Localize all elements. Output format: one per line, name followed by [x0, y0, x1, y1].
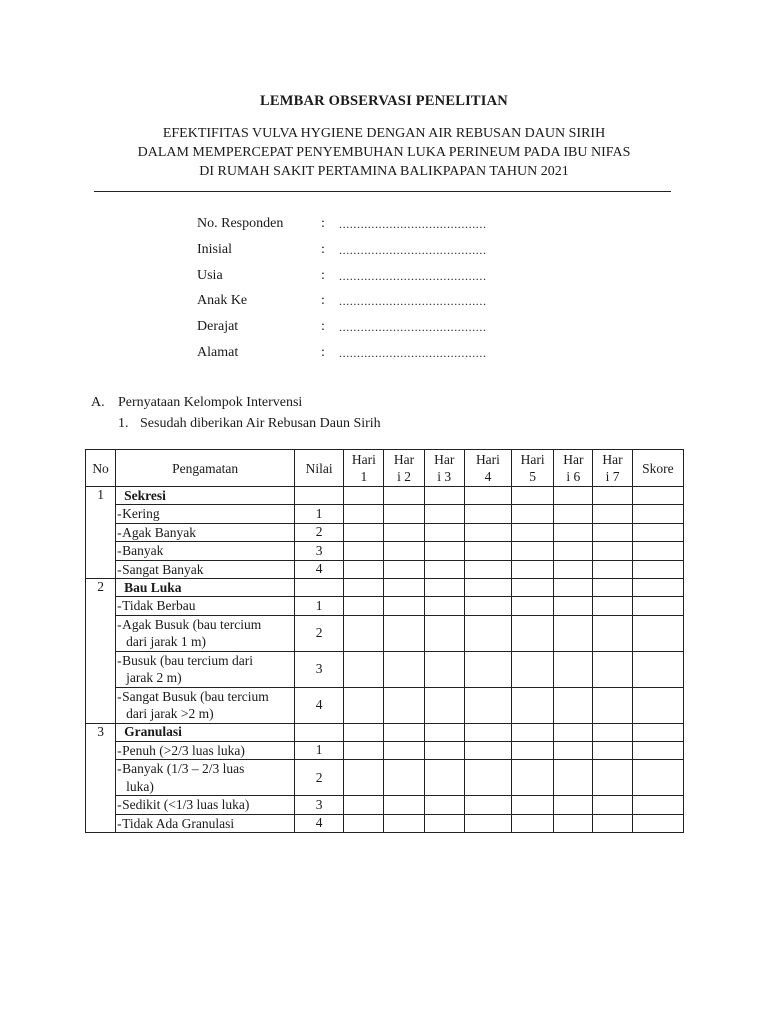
score-cell[interactable] [512, 741, 554, 760]
score-cell[interactable] [424, 597, 464, 616]
score-cell[interactable] [512, 505, 554, 524]
info-colon: : [321, 241, 325, 257]
score-cell[interactable] [512, 597, 554, 616]
item-text: jarak 2 m) [126, 670, 182, 685]
table-row [86, 615, 684, 651]
header-no: No [86, 450, 116, 487]
respondent-info [197, 214, 577, 369]
nilai-value: 2 [295, 760, 344, 796]
header-day-text: i 7 [605, 469, 620, 484]
score-cell[interactable] [344, 760, 384, 796]
table-row [86, 796, 684, 815]
score-cell[interactable] [554, 487, 593, 505]
score-cell[interactable] [554, 814, 593, 833]
observation-item [116, 741, 295, 760]
score-cell[interactable] [384, 615, 424, 651]
score-cell[interactable] [593, 579, 632, 597]
subtitle-line: DALAM MEMPERCEPAT PENYEMBUHAN LUKA PERINEUM PADA IBU NIFAS [137, 145, 631, 160]
header-day-6 [554, 450, 593, 487]
info-label: Alamat [197, 344, 239, 360]
observation-item [116, 597, 295, 616]
score-cell[interactable] [344, 651, 384, 687]
item-text: Tidak Berbau [122, 598, 196, 613]
item-text: Sangat Busuk (bau tercium [122, 688, 269, 704]
info-label: Anak Ke [197, 293, 248, 309]
subsection-heading [118, 416, 381, 432]
observation-item [116, 505, 295, 524]
nilai-value: 2 [295, 523, 344, 542]
score-cell[interactable] [554, 651, 593, 687]
info-fill-in-line[interactable]: ......................................... [339, 242, 487, 257]
score-cell[interactable] [593, 723, 632, 741]
row-number: 3 [86, 723, 116, 833]
score-cell[interactable] [512, 723, 554, 741]
item-dash: - [117, 506, 122, 521]
score-cell[interactable] [632, 487, 683, 505]
nilai-cell [295, 487, 344, 505]
item-dash: - [117, 543, 122, 558]
score-cell[interactable] [344, 814, 384, 833]
score-cell[interactable] [464, 615, 511, 651]
score-cell[interactable] [424, 687, 464, 723]
header-day-text: i 2 [397, 469, 411, 484]
score-cell[interactable] [464, 760, 511, 796]
score-cell[interactable] [344, 687, 384, 723]
item-dash: - [117, 561, 122, 577]
item-text: Banyak [122, 543, 164, 558]
nilai-value: 1 [295, 505, 344, 524]
score-cell[interactable] [344, 487, 384, 505]
score-cell[interactable] [554, 523, 593, 542]
score-cell[interactable] [554, 542, 593, 561]
score-cell[interactable] [384, 597, 424, 616]
score-cell[interactable] [632, 505, 683, 524]
info-colon: : [321, 267, 325, 283]
table-row [86, 651, 684, 687]
score-cell[interactable] [512, 760, 554, 796]
score-cell[interactable] [554, 741, 593, 760]
score-cell[interactable] [344, 723, 384, 741]
header-day-text: Hari [475, 452, 500, 467]
nilai-value: 3 [295, 651, 344, 687]
header-day-2 [384, 450, 424, 487]
score-cell[interactable] [554, 505, 593, 524]
observation-item [116, 760, 295, 796]
item-dash: - [117, 815, 122, 831]
score-cell[interactable] [593, 651, 632, 687]
score-cell[interactable] [344, 615, 384, 651]
score-cell[interactable] [424, 560, 464, 579]
nilai-value: 1 [295, 741, 344, 760]
score-cell[interactable] [554, 760, 593, 796]
score-cell[interactable] [464, 597, 511, 616]
header-day-5 [512, 450, 554, 487]
score-cell[interactable] [554, 723, 593, 741]
score-cell[interactable] [344, 560, 384, 579]
row-number: 1 [86, 487, 116, 579]
section-a-heading [91, 395, 302, 411]
item-dash: - [117, 761, 122, 776]
info-label: No. Responden [197, 216, 284, 231]
item-text: Banyak (1/3 – 2/3 luas [122, 761, 245, 776]
item-dash: - [117, 652, 122, 668]
score-cell[interactable] [424, 741, 464, 760]
score-cell[interactable] [344, 796, 384, 815]
info-fill-in-line[interactable]: ......................................... [339, 268, 487, 283]
category-label: Sekresi [116, 487, 295, 505]
subsection-number: 1. [118, 416, 129, 431]
item-text: Sedikit (<1/3 luas luka) [122, 797, 250, 812]
header-divider [94, 191, 671, 192]
score-cell[interactable] [464, 487, 511, 505]
score-cell[interactable] [464, 687, 511, 723]
score-cell[interactable] [593, 487, 632, 505]
section-title: Pernyataan Kelompok Intervensi [118, 395, 303, 410]
score-cell[interactable] [464, 579, 511, 597]
score-cell[interactable] [593, 505, 632, 524]
score-cell[interactable] [464, 523, 511, 542]
score-cell[interactable] [512, 796, 554, 815]
info-row [197, 343, 577, 369]
nilai-cell [295, 723, 344, 741]
header-nilai: Nilai [295, 450, 344, 487]
nilai-value: 1 [295, 597, 344, 616]
item-text: Agak Banyak [122, 524, 196, 540]
item-text: Sangat Banyak [122, 561, 204, 577]
header-day-text: Har [563, 452, 584, 467]
score-cell[interactable] [384, 505, 424, 524]
table-row [86, 814, 684, 833]
score-cell[interactable] [512, 523, 554, 542]
item-text: Kering [122, 506, 160, 521]
table-row [86, 760, 684, 796]
nilai-value: 2 [295, 615, 344, 651]
score-cell[interactable] [384, 760, 424, 796]
score-cell[interactable] [384, 796, 424, 815]
score-cell[interactable] [632, 723, 683, 741]
score-cell[interactable] [632, 579, 683, 597]
info-colon: : [321, 344, 325, 360]
table-body [86, 487, 684, 833]
score-cell[interactable] [384, 741, 424, 760]
observation-item [116, 687, 295, 723]
nilai-cell [295, 579, 344, 597]
category-row [86, 579, 684, 597]
category-label: Granulasi [116, 723, 295, 741]
score-cell[interactable] [512, 615, 554, 651]
score-cell[interactable] [424, 723, 464, 741]
item-text: luka) [126, 778, 154, 794]
category-row [86, 487, 684, 505]
score-cell[interactable] [384, 814, 424, 833]
section-letter: A. [91, 395, 105, 410]
category-row [86, 723, 684, 741]
item-text: dari jarak 1 m) [126, 634, 206, 649]
score-cell[interactable] [554, 796, 593, 815]
nilai-value: 3 [295, 542, 344, 561]
score-cell[interactable] [344, 741, 384, 760]
score-cell[interactable] [344, 597, 384, 616]
item-dash: - [117, 598, 122, 613]
score-cell[interactable] [464, 560, 511, 579]
score-cell[interactable] [593, 760, 632, 796]
score-cell[interactable] [464, 741, 511, 760]
observation-table [85, 449, 684, 833]
document-title: LEMBAR OBSERVASI PENELITIAN [260, 93, 508, 109]
item-text: Tidak Ada Granulasi [122, 815, 235, 831]
info-colon: : [321, 216, 325, 231]
info-label: Derajat [197, 319, 239, 335]
score-cell[interactable] [632, 651, 683, 687]
row-number: 2 [86, 579, 116, 724]
header-day-text: i 3 [437, 469, 452, 484]
score-cell[interactable] [554, 560, 593, 579]
score-cell[interactable] [632, 796, 683, 815]
header-day-text: 4 [484, 469, 492, 484]
observation-item [116, 651, 295, 687]
score-cell[interactable] [384, 651, 424, 687]
item-dash: - [117, 616, 122, 632]
score-cell[interactable] [593, 560, 632, 579]
score-cell[interactable] [512, 542, 554, 561]
score-cell[interactable] [344, 579, 384, 597]
score-cell[interactable] [554, 597, 593, 616]
table-row [86, 687, 684, 723]
table-row [86, 523, 684, 542]
header-skore: Skore [632, 450, 683, 487]
score-cell[interactable] [593, 687, 632, 723]
info-label: Inisial [197, 241, 232, 257]
subtitle-line: DI RUMAH SAKIT PERTAMINA BALIKPAPAN TAHUN 2021 [199, 164, 569, 179]
info-row [197, 266, 577, 292]
table-header-row [86, 450, 684, 487]
score-cell[interactable] [424, 579, 464, 597]
document-subtitle [0, 124, 768, 181]
score-cell[interactable] [512, 814, 554, 833]
header-day-text: Har [602, 452, 623, 467]
header-day-7 [593, 450, 632, 487]
item-dash: - [117, 688, 122, 704]
score-cell[interactable] [632, 523, 683, 542]
score-cell[interactable] [344, 542, 384, 561]
item-text: Penuh (>2/3 luas luka) [122, 742, 245, 758]
score-cell[interactable] [632, 760, 683, 796]
score-cell[interactable] [464, 542, 511, 561]
header-day-text: Hari [520, 452, 545, 467]
score-cell[interactable] [384, 579, 424, 597]
header-day-1 [344, 450, 384, 487]
score-cell[interactable] [593, 597, 632, 616]
score-cell[interactable] [593, 542, 632, 561]
header-day-text: 5 [529, 469, 537, 484]
info-row [197, 240, 577, 266]
info-fill-in-line[interactable]: ......................................... [339, 345, 487, 360]
score-cell[interactable] [554, 579, 593, 597]
observation-item [116, 523, 295, 542]
item-dash: - [117, 797, 122, 812]
score-cell[interactable] [593, 615, 632, 651]
score-cell[interactable] [384, 487, 424, 505]
item-text: Agak Busuk (bau tercium [122, 616, 262, 632]
score-cell[interactable] [464, 814, 511, 833]
category-label: Bau Luka [116, 579, 295, 597]
subsection-title: Sesudah diberikan Air Rebusan Daun Sirih [140, 416, 381, 431]
table-row [86, 542, 684, 561]
nilai-value: 3 [295, 796, 344, 815]
score-cell[interactable] [632, 741, 683, 760]
score-cell[interactable] [424, 542, 464, 561]
score-cell[interactable] [512, 487, 554, 505]
observation-item [116, 560, 295, 579]
info-colon: : [321, 319, 325, 335]
observation-item [116, 615, 295, 651]
info-fill-in-line[interactable]: ......................................... [339, 294, 487, 309]
score-cell[interactable] [424, 760, 464, 796]
score-cell[interactable] [424, 523, 464, 542]
item-text: Busuk (bau tercium dari [122, 652, 253, 668]
score-cell[interactable] [384, 523, 424, 542]
score-cell[interactable] [464, 651, 511, 687]
nilai-value: 4 [295, 814, 344, 833]
score-cell[interactable] [593, 523, 632, 542]
header-day-text: 1 [360, 469, 368, 484]
observation-item [116, 796, 295, 815]
score-cell[interactable] [424, 814, 464, 833]
nilai-value: 4 [295, 687, 344, 723]
header-day-text: Hari [351, 452, 376, 467]
info-fill-in-line[interactable]: ......................................... [339, 217, 487, 231]
info-row [197, 291, 577, 317]
observation-item [116, 814, 295, 833]
info-fill-in-line[interactable]: ......................................... [339, 320, 487, 335]
score-cell[interactable] [464, 505, 511, 524]
score-cell[interactable] [632, 687, 683, 723]
score-cell[interactable] [554, 615, 593, 651]
header-day-4 [464, 450, 511, 487]
info-row [197, 317, 577, 343]
nilai-value: 4 [295, 560, 344, 579]
item-dash: - [117, 742, 122, 758]
table-row [86, 597, 684, 616]
score-cell[interactable] [464, 796, 511, 815]
score-cell[interactable] [384, 687, 424, 723]
item-dash: - [117, 524, 122, 540]
score-cell[interactable] [512, 687, 554, 723]
score-cell[interactable] [632, 597, 683, 616]
observation-item [116, 542, 295, 561]
score-cell[interactable] [593, 814, 632, 833]
info-label: Usia [197, 267, 223, 283]
subtitle-line: EFEKTIFITAS VULVA HYGIENE DENGAN AIR REBUSAN DAUN SIRIH [162, 126, 606, 141]
header-pengamatan: Pengamatan [116, 450, 295, 487]
score-cell[interactable] [424, 651, 464, 687]
score-cell[interactable] [384, 560, 424, 579]
score-cell[interactable] [512, 560, 554, 579]
header-day-3 [424, 450, 464, 487]
info-colon: : [321, 293, 325, 309]
table-row [86, 505, 684, 524]
score-cell[interactable] [512, 651, 554, 687]
header-day-text: Har [393, 452, 415, 467]
score-cell[interactable] [632, 814, 683, 833]
score-cell[interactable] [464, 723, 511, 741]
score-cell[interactable] [424, 615, 464, 651]
table-row [86, 741, 684, 760]
score-cell[interactable] [344, 523, 384, 542]
table-row [86, 560, 684, 579]
score-cell[interactable] [384, 723, 424, 741]
score-cell[interactable] [593, 796, 632, 815]
score-cell[interactable] [424, 487, 464, 505]
item-text: dari jarak >2 m) [126, 706, 214, 721]
score-cell[interactable] [424, 505, 464, 524]
score-cell[interactable] [593, 741, 632, 760]
score-cell[interactable] [424, 796, 464, 815]
score-cell[interactable] [554, 687, 593, 723]
header-day-text: Har [434, 452, 455, 467]
score-cell[interactable] [632, 560, 683, 579]
info-row [197, 214, 577, 240]
score-cell[interactable] [632, 542, 683, 561]
header-day-text: i 6 [566, 469, 581, 484]
score-cell[interactable] [384, 542, 424, 561]
score-cell[interactable] [512, 579, 554, 597]
score-cell[interactable] [344, 505, 384, 524]
score-cell[interactable] [632, 615, 683, 651]
